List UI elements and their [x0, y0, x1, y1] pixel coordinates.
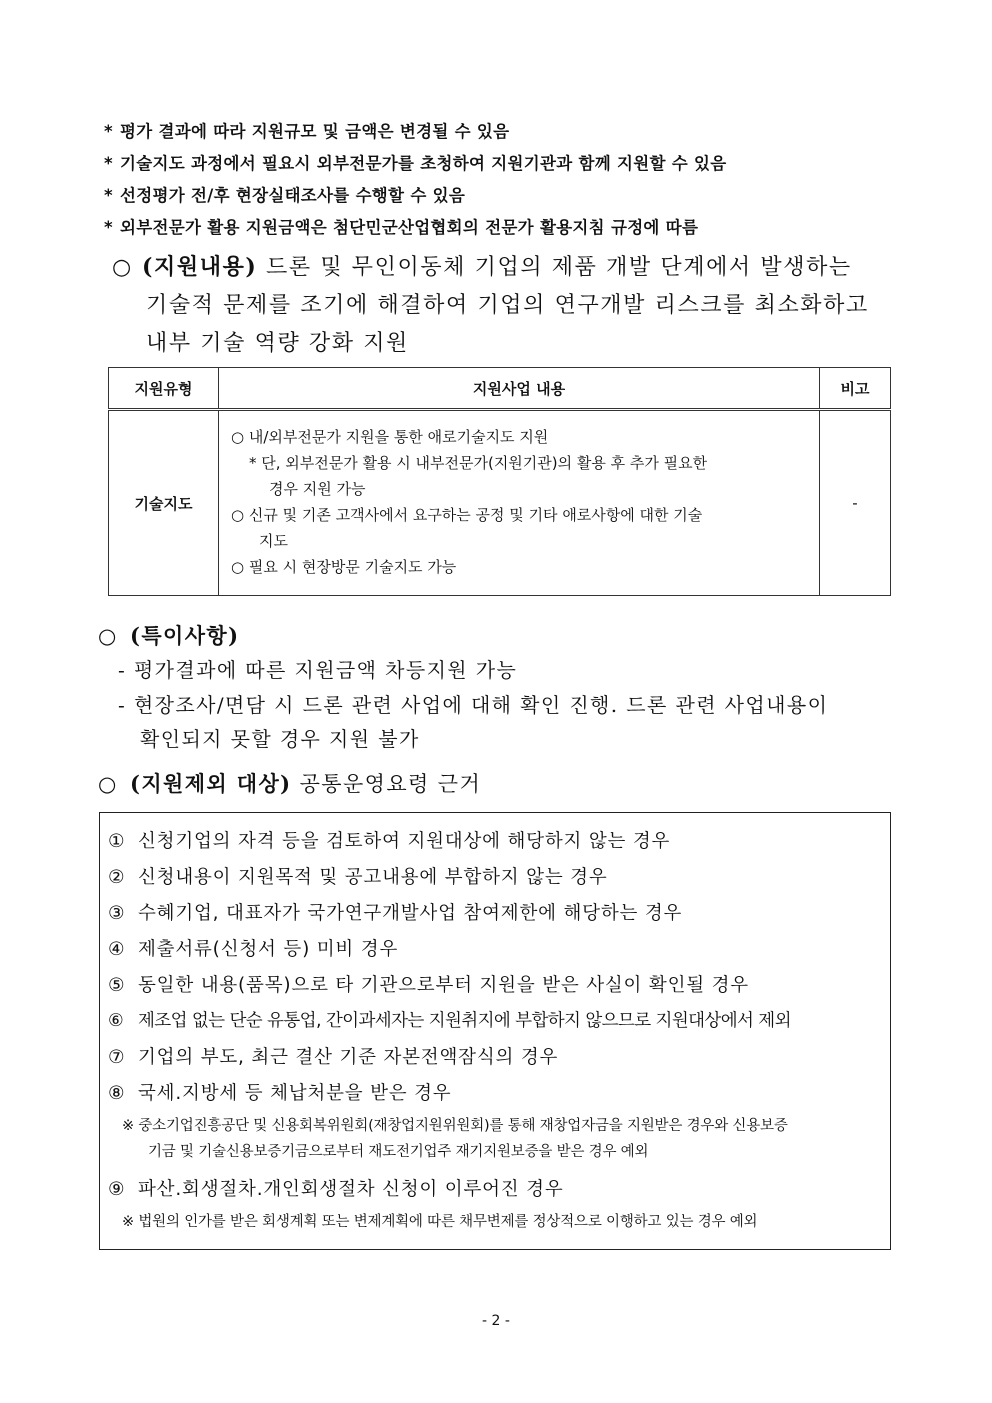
special-text: 현장조사/면담 시 드론 관련 사업에 대해 확인 진행. 드론 관련 사업내용이	[133, 693, 829, 717]
note-1	[104, 118, 509, 142]
exclusion-item	[108, 1043, 558, 1069]
remark-cell: -	[820, 410, 891, 596]
note-marker: *	[104, 154, 113, 173]
exclusion-item	[108, 899, 682, 925]
note-text: 기술지도 과정에서 필요시 외부전문가를 초청하여 지원기관과 함께 지원할 수 있음	[120, 154, 727, 173]
special-text: 평가결과에 따른 지원금액 차등지원 가능	[133, 658, 518, 682]
special-item-1	[118, 653, 517, 687]
content-line: 지도	[259, 532, 288, 550]
content-line: ○ 신규 및 기존 고객사에서 요구하는 공정 및 기타 애로사항에 대한 기술	[231, 506, 703, 524]
note-3	[104, 182, 465, 206]
dash-marker: -	[118, 658, 127, 682]
exclusion-item	[108, 1175, 564, 1201]
note-text: 평가 결과에 따라 지원규모 및 금액은 변경될 수 있음	[120, 122, 510, 141]
item-number: ⑧	[108, 1083, 126, 1104]
note-text: 선정평가 전/후 현장실태조사를 수행할 수 있음	[120, 186, 466, 205]
exclusion-note	[122, 1209, 757, 1235]
note-4	[104, 214, 698, 238]
item-text: 기업의 부도, 최근 결산 기준 자본전액잠식의 경우	[138, 1047, 559, 1068]
page-number: - 2 -	[482, 1313, 510, 1329]
support-type-cell: 기술지도	[109, 410, 219, 596]
item-text: 신청내용이 지원목적 및 공고내용에 부합하지 않는 경우	[138, 867, 608, 888]
section-heading: (지원내용)	[142, 254, 258, 280]
item-number: ①	[108, 831, 126, 852]
exclusion-item	[108, 1079, 451, 1105]
item-number: ⑨	[108, 1179, 126, 1200]
content-line: ○ 필요 시 현장방문 기술지도 가능	[231, 558, 457, 576]
bullet-circle-icon: ○	[98, 624, 118, 648]
item-number: ③	[108, 903, 126, 924]
item-text: 제출서류(신청서 등) 미비 경우	[138, 939, 399, 960]
exclusion-box	[99, 812, 891, 1250]
note-text: 외부전문가 활용 지원금액은 첨단민군산업협회의 전문가 활용지침 규정에 따름	[120, 218, 699, 237]
note-2	[104, 150, 727, 174]
exclusion-item	[108, 863, 608, 889]
content-line: ○ 내/외부전문가 지원을 통한 애로기술지도 지원	[231, 428, 549, 446]
column-header: 지원사업 내용	[219, 368, 820, 410]
content-line: 경우 지원 가능	[269, 480, 366, 498]
item-text: 파산.회생절차.개인회생절차 신청이 이루어진 경우	[138, 1179, 564, 1200]
item-text: 수혜기업, 대표자가 국가연구개발사업 참여제한에 해당하는 경우	[138, 903, 683, 924]
section-text: 기술적 문제를 조기에 해결하여 기업의 연구개발 리스크를 최소화하고	[146, 293, 869, 318]
support-content-cell	[219, 410, 820, 596]
note-text: ※ 법원의 인가를 받은 회생계획 또는 변제계획에 따른 채무변제를 정상적으로 이행하고 있는 경우 예외	[122, 1214, 758, 1230]
item-number: ②	[108, 867, 126, 888]
item-text: 제조업 없는 단순 유통업, 간이과세자는 지원취지에 부합하지 않으므로 지원대상에서 제외	[138, 1011, 791, 1031]
column-header: 지원유형	[109, 368, 219, 410]
section-heading: (특이사항)	[130, 623, 240, 648]
item-number: ④	[108, 939, 126, 960]
exclusion-item	[108, 971, 749, 997]
column-header: 비고	[820, 368, 891, 410]
special-item-2	[118, 688, 828, 756]
exclusion-item	[108, 827, 670, 853]
note-text: ※ 중소기업진흥공단 및 신용회복위원회(재창업지원위원회)를 통해 재창업자금을 지원받은 경우와 신용보증	[122, 1118, 788, 1134]
item-text: 신청기업의 자격 등을 검토하여 지원대상에 해당하지 않는 경우	[138, 831, 671, 852]
note-marker: *	[104, 218, 113, 237]
section-heading: (지원제외 대상)	[130, 771, 292, 796]
item-number: ⑤	[108, 975, 126, 996]
exclusion-section-heading	[98, 768, 481, 798]
note-text: 기금 및 기술신용보증기금으로부터 재도전기업주 재기지원보증을 받은 경우 예외	[148, 1144, 649, 1160]
exclusion-item	[108, 1007, 791, 1032]
item-number: ⑦	[108, 1047, 126, 1068]
bullet-circle-icon: ○	[98, 772, 118, 796]
exclusion-basis: 공통운영요령 근거	[299, 772, 482, 796]
item-text: 국세.지방세 등 체납처분을 받은 경우	[138, 1083, 452, 1104]
section-text: 드론 및 무인이동체 기업의 제품 개발 단계에서 발생하는	[266, 255, 852, 280]
table-row	[109, 410, 891, 596]
content-line: * 단, 외부전문가 활용 시 내부전문가(지원기관)의 활용 후 추가 필요한	[249, 454, 708, 472]
dash-marker: -	[118, 693, 127, 717]
special-text: 확인되지 못할 경우 지원 불가	[140, 727, 420, 751]
note-marker: *	[104, 122, 113, 141]
support-table	[108, 367, 891, 596]
support-content-section	[112, 248, 869, 363]
bullet-circle-icon: ○	[112, 255, 133, 280]
special-section-heading	[98, 620, 239, 650]
section-text: 내부 기술 역량 강화 지원	[146, 331, 409, 356]
item-number: ⑥	[108, 1011, 124, 1031]
exclusion-note	[122, 1113, 788, 1165]
item-text: 동일한 내용(품목)으로 타 기관으로부터 지원을 받은 사실이 확인될 경우	[138, 975, 749, 996]
exclusion-item	[108, 935, 398, 961]
note-marker: *	[104, 186, 113, 205]
